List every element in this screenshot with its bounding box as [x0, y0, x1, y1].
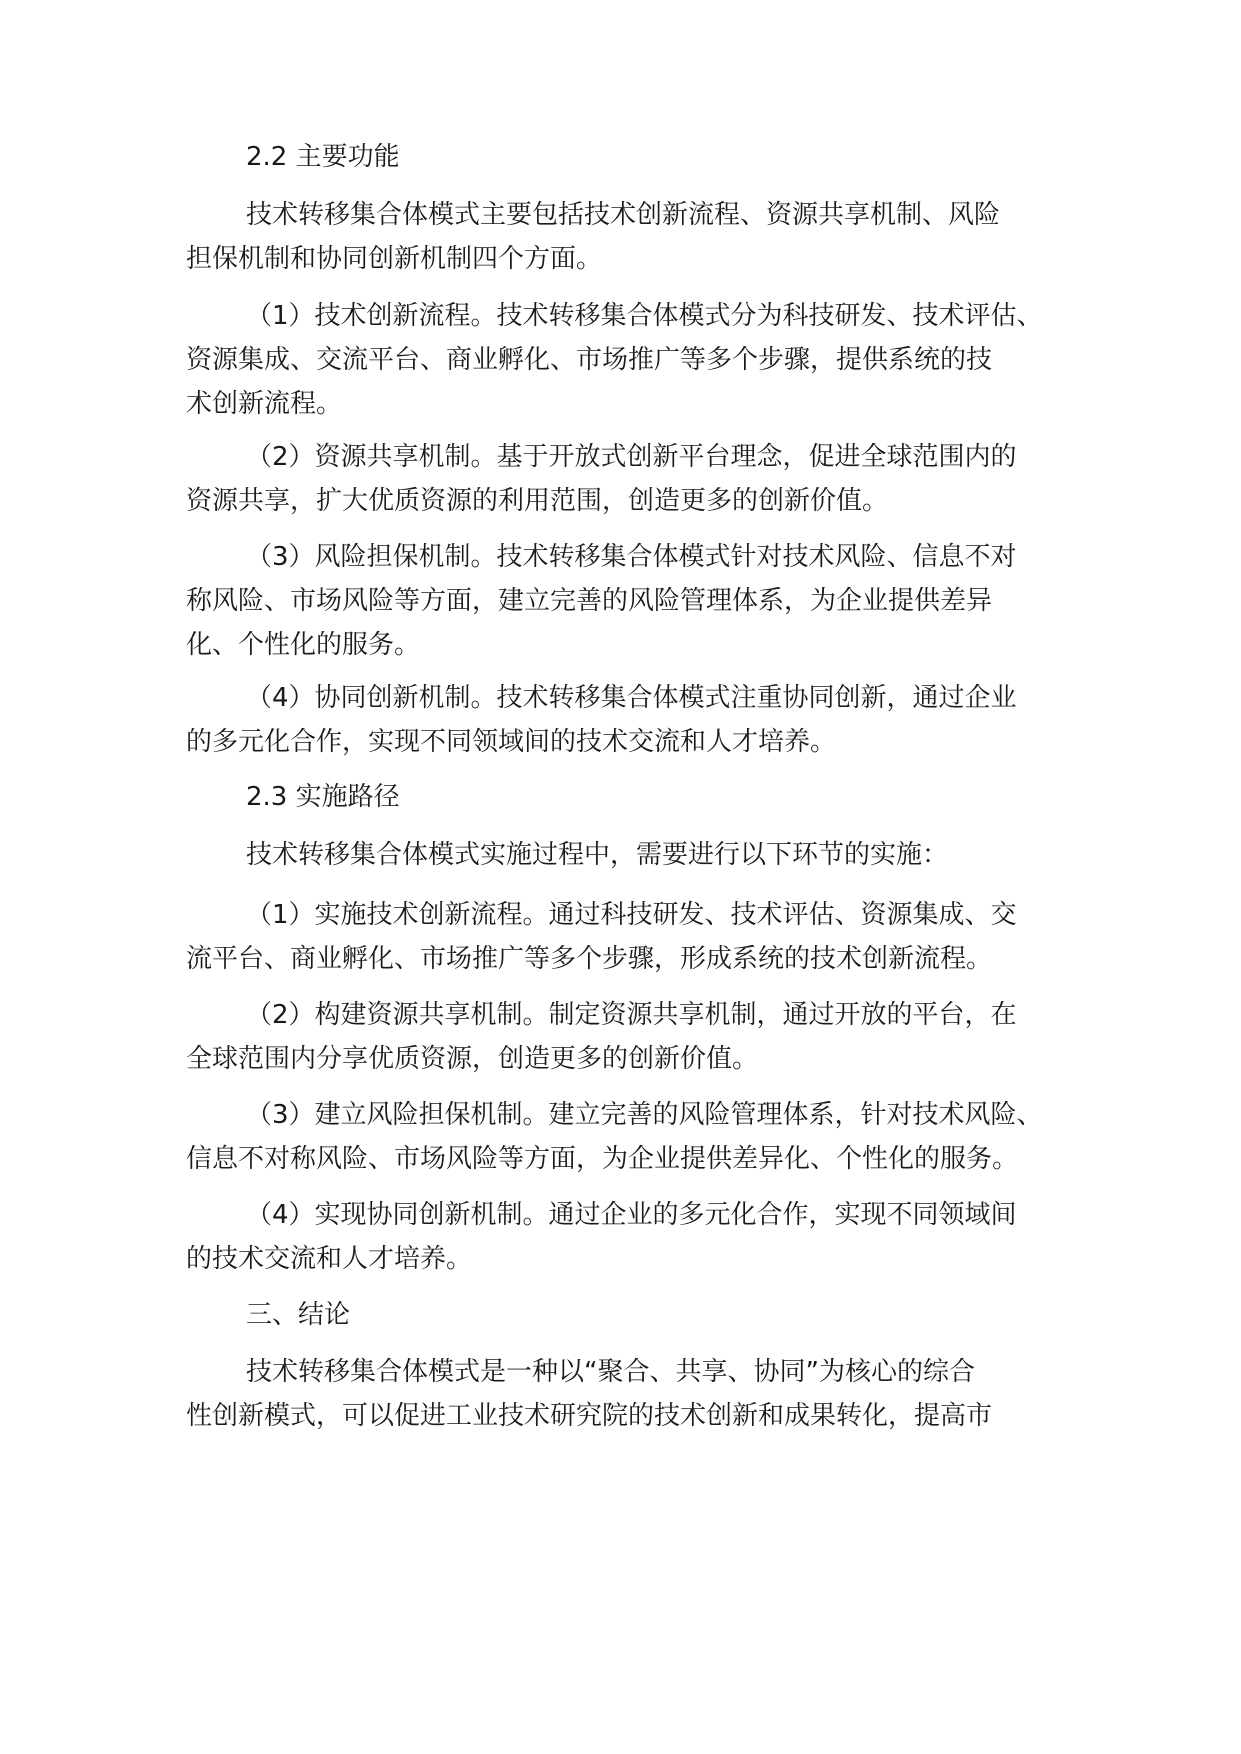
section-heading [186, 135, 1055, 179]
text-line: 技术转移集合体模式是一种以“聚合、共享、协同”为核心的综合 [246, 1357, 975, 1387]
text-line: 2.3 实施路径 [246, 782, 400, 812]
paragraph [186, 193, 1055, 281]
text-line: （2）构建资源共享机制。制定资源共享机制，通过开放的平台，在 [246, 1000, 1017, 1030]
paragraph [186, 893, 1055, 981]
text-line: 担保机制和协同创新机制四个方面。 [186, 244, 603, 274]
text-line: （3）风险担保机制。技术转移集合体模式针对技术风险、信息不对 [246, 542, 1017, 572]
text-line: （4）实现协同创新机制。通过企业的多元化合作，实现不同领域间 [246, 1200, 1017, 1230]
text-line: （1）技术创新流程。技术转移集合体模式分为科技研发、技术评估、 [246, 301, 1043, 331]
text-line: 2.2 主要功能 [246, 142, 400, 172]
section-heading [186, 775, 1055, 819]
text-line: 流平台、商业孵化、市场推广等多个步骤，形成系统的技术创新流程。 [186, 944, 993, 974]
paragraph [186, 676, 1055, 764]
text-line: （3）建立风险担保机制。建立完善的风险管理体系，针对技术风险、 [246, 1100, 1043, 1130]
section-heading [186, 1293, 1055, 1337]
text-line: 信息不对称风险、市场风险等方面，为企业提供差异化、个性化的服务。 [186, 1144, 1019, 1174]
text-line: （4）协同创新机制。技术转移集合体模式注重协同创新，通过企业 [246, 683, 1017, 713]
text-line: 化、个性化的服务。 [186, 630, 421, 660]
text-line: 性创新模式，可以促进工业技术研究院的技术创新和成果转化，提高市 [186, 1401, 993, 1431]
text-line: 三、结论 [246, 1300, 351, 1330]
text-line: 技术转移集合体模式实施过程中，需要进行以下环节的实施： [246, 840, 949, 870]
paragraph [186, 1093, 1055, 1181]
paragraph [186, 294, 1055, 426]
paragraph [186, 535, 1055, 667]
text-line: （1）实施技术创新流程。通过科技研发、技术评估、资源集成、交 [246, 900, 1017, 930]
text-line: 技术转移集合体模式主要包括技术创新流程、资源共享机制、风险 [246, 200, 1001, 230]
text-line: 的技术交流和人才培养。 [186, 1244, 473, 1274]
text-line: （2）资源共享机制。基于开放式创新平台理念，促进全球范围内的 [246, 442, 1017, 472]
paragraph [186, 993, 1055, 1081]
text-line: 资源共享，扩大优质资源的利用范围，创造更多的创新价值。 [186, 486, 889, 516]
paragraph [186, 435, 1055, 523]
text-line: 全球范围内分享优质资源，创造更多的创新价值。 [186, 1044, 759, 1074]
text-line: 术创新流程。 [186, 389, 343, 419]
paragraph [186, 833, 1055, 877]
text-line: 资源集成、交流平台、商业孵化、市场推广等多个步骤，提供系统的技 [186, 345, 993, 375]
text-line: 的多元化合作，实现不同领域间的技术交流和人才培养。 [186, 727, 837, 757]
paragraph [186, 1350, 1055, 1438]
paragraph [186, 1193, 1055, 1281]
text-line: 称风险、市场风险等方面，建立完善的风险管理体系，为企业提供差异 [186, 586, 993, 616]
